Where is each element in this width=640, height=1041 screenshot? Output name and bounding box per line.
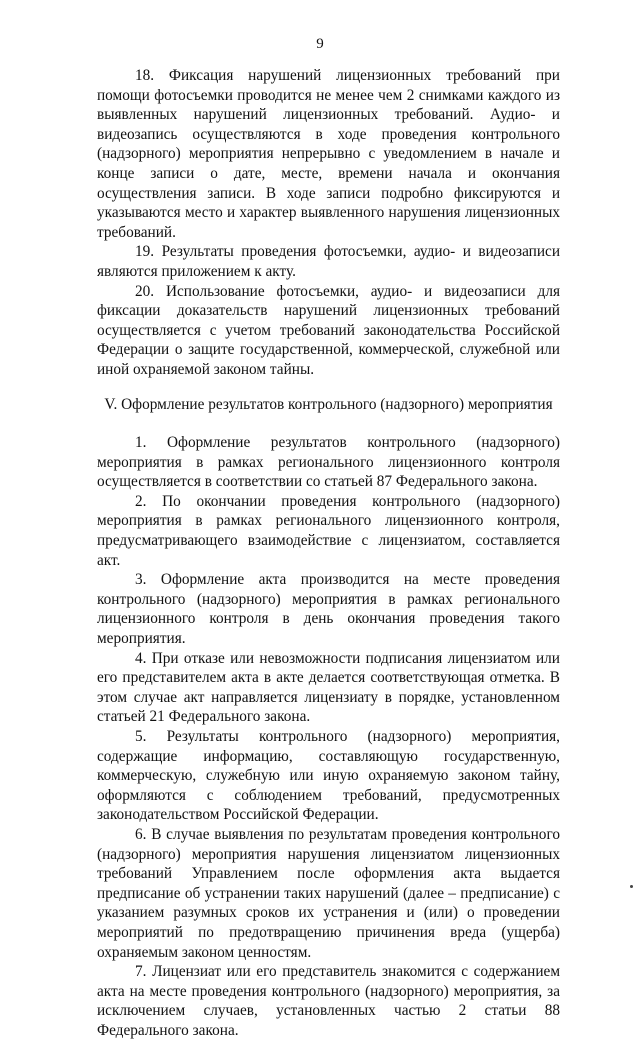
document-body (97, 66, 560, 1041)
paragraph-20: 20. Использование фотосъемки, аудио- и видеозаписи для фиксации доказательств нарушений лицензионных требований осуществляется с учетом требований законодательства Российской Федерации о защите государственной, коммерческой, служебной или иной охраняемой законом тайны. (97, 282, 560, 378)
scan-speck (630, 885, 633, 888)
paragraph-v-6: 6. В случае выявления по результатам проведения контрольного (надзорного) мероприятия нарушения лицензиатом лицензионных требований Управлением после оформления акта выдается предписание об устранении таких нарушений (далее – предписание) с указанием разумных сроков их устранения и (или) о проведении мероприятий по предотвращению причинения вреда (ущерба) охраняемым законом ценностям. (97, 825, 560, 961)
paragraph-v-3: 3. Оформление акта производится на месте проведения контрольного (надзорного) мероприятия в рамках регионального лицензионного контроля в день окончания проведения такого мероприятия. (97, 571, 560, 648)
paragraph-18: 18. Фиксация нарушений лицензионных требований при помощи фотосъемки проводится не менее чем 2 снимками каждого из выявленных нарушений лицензионных требований. Аудио- и видеозапись осуществляются в ходе проведения контрольного (надзорного) мероприятия непрерывно с уведомлением в начале и конце записи о дате, месте, времени начала и окончания осуществления записи. В ходе записи подробно фиксируются и указываются место и характер выявленного нарушения лицензионных требований. (97, 67, 560, 241)
paragraph-v-5: 5. Результаты контрольного (надзорного) мероприятия, содержащие информацию, составляющую государственную, коммерческую, служебную или иную охраняемую законом тайну, оформляются с соблюдением требований, предусмотренных законодательством Российской Федерации. (97, 728, 560, 824)
paragraph-19: 19. Результаты проведения фотосъемки, аудио- и видеозаписи являются приложением к акту. (97, 243, 560, 280)
paragraph-v-4: 4. При отказе или невозможности подписания лицензиатом или его представителем акта в акте делается соответствующая отметка. В этом случае акт направляется лицензиату в порядке, установленном статьей 21 Федерального закона. (97, 649, 560, 726)
paragraph-v-2: 2. По окончании проведения контрольного (надзорного) мероприятия в рамках регионального лицензионного контроля, предусматривающего взаимодействие с лицензиатом, составляется акт. (97, 492, 560, 569)
section-heading: V. Оформление результатов контрольного (надзорного) мероприятия (104, 395, 553, 413)
paragraph-v-1: 1. Оформление результатов контрольного (надзорного) мероприятия в рамках регионального лицензионного контроля осуществляется в соответствии со статьей 87 Федерального закона. (97, 434, 560, 491)
page-number: 9 (316, 36, 324, 52)
paragraph-v-7: 7. Лицензиат или его представитель знакомится с содержанием акта на месте проведения контрольного (надзорного) мероприятия, за исключением случаев, установленных частью 2 статьи 88 Федерального закона. (97, 963, 560, 1039)
